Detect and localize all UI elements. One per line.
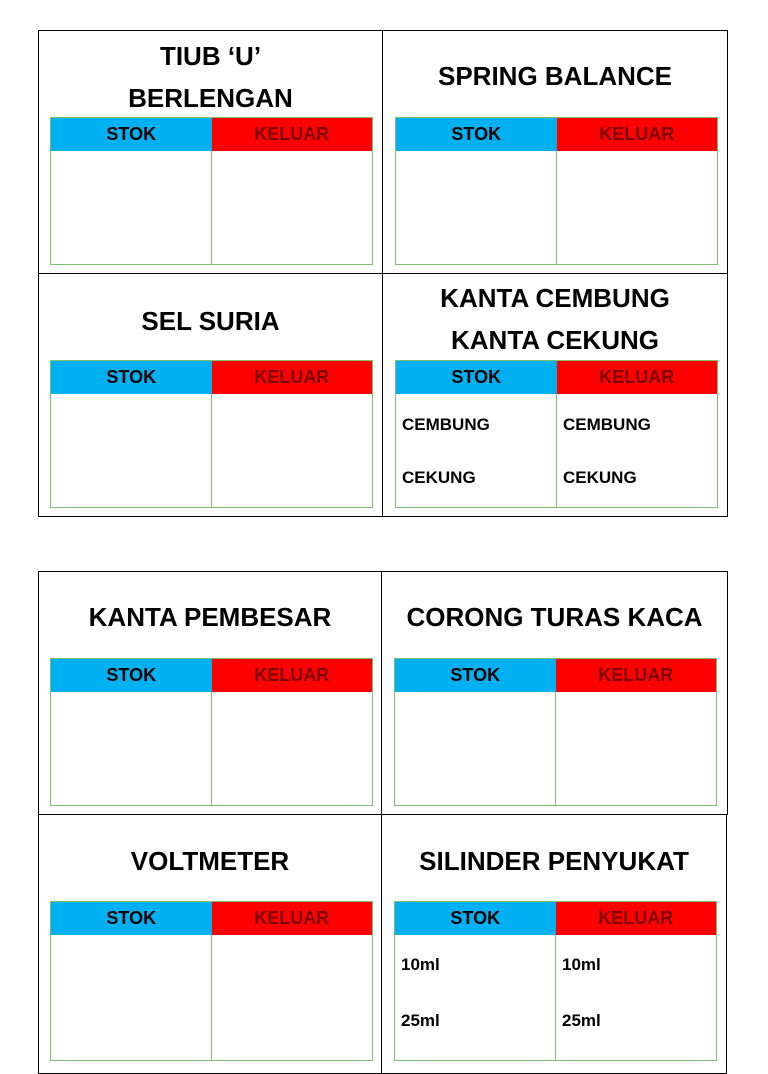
label-card [38,814,382,1074]
stok-header: STOK [395,659,556,692]
stock-table [395,117,718,265]
stock-table [394,901,717,1061]
keluar-header: KELUAR [212,361,373,394]
stok-cell [395,692,555,805]
card-title: SILINDER PENYUKAT [419,846,689,876]
card-title: KANTA PEMBESAR [88,602,332,632]
label-card [38,273,383,517]
row-label: CEMBUNG [402,415,490,434]
label-card [381,814,727,1074]
keluar-cell [211,935,372,1060]
row-label: 25ml [401,1011,440,1030]
row-label: CEMBUNG [563,415,651,434]
stok-cell [51,692,211,805]
stock-table [395,360,718,508]
stok-header: STOK [51,118,212,151]
stok-cell [395,935,555,1060]
card-title: KANTA CEMBUNG KANTA CEKUNG [440,283,670,355]
stok-header: STOK [395,902,556,935]
row-label: 10ml [562,955,601,974]
row-label: CEKUNG [402,468,476,487]
stok-cell [51,394,211,507]
card-title: SPRING BALANCE [437,61,672,91]
stock-table [50,901,373,1061]
label-card [382,30,728,274]
stok-header: STOK [51,902,212,935]
keluar-cell [556,394,717,507]
stock-table [50,117,373,265]
card-title: VOLTMETER [130,846,290,876]
stok-header: STOK [396,361,557,394]
keluar-cell [555,935,716,1060]
row-label: 25ml [562,1011,601,1030]
stock-table [394,658,717,806]
label-sheet-1 [38,30,728,517]
stok-cell [396,394,556,507]
label-card [381,571,728,815]
label-sheet-2 [38,571,728,1051]
stock-table [50,360,373,508]
keluar-header: KELUAR [556,902,717,935]
keluar-cell [211,394,372,507]
keluar-header: KELUAR [212,902,373,935]
stok-header: STOK [51,659,212,692]
keluar-header: KELUAR [212,659,373,692]
label-card [38,30,383,274]
stok-cell [396,151,556,264]
keluar-header: KELUAR [557,361,718,394]
stok-cell [51,151,211,264]
card-title: SEL SURIA [141,306,280,336]
keluar-cell [556,151,717,264]
card-title: TIUB ‘U’ BERLENGAN [128,41,293,113]
stok-header: STOK [51,361,212,394]
stok-header: STOK [396,118,557,151]
card-title: CORONG TURAS KACA [406,602,703,632]
keluar-header: KELUAR [212,118,373,151]
row-label: CEKUNG [563,468,637,487]
stok-cell [51,935,211,1060]
row-label: 10ml [401,955,440,974]
keluar-header: KELUAR [557,118,718,151]
stock-table [50,658,373,806]
keluar-cell [211,692,372,805]
keluar-cell [555,692,716,805]
keluar-cell [211,151,372,264]
keluar-header: KELUAR [556,659,717,692]
label-card [382,273,728,517]
label-card [38,571,382,815]
